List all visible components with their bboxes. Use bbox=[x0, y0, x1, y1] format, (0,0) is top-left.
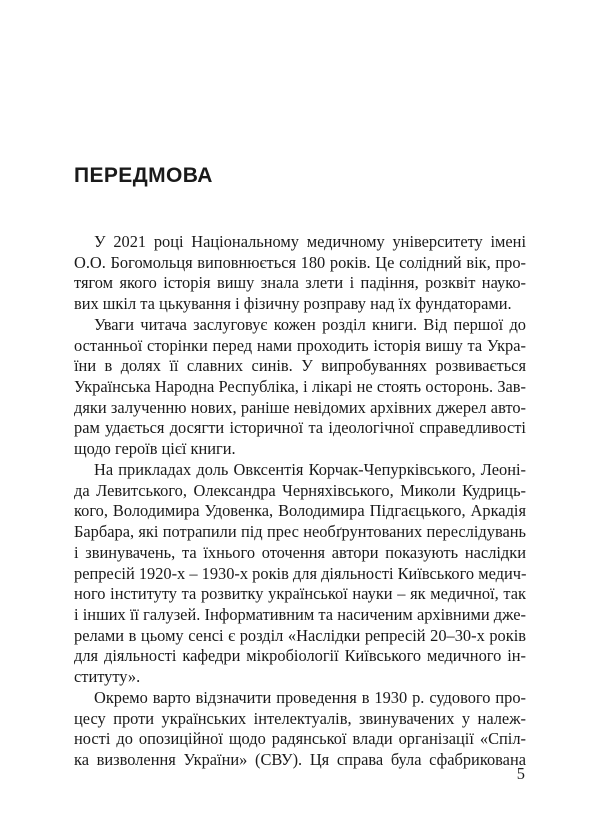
text-line: У 2021 році Національному медичному університету імені bbox=[94, 232, 526, 251]
page-heading: ПЕРЕДМОВА bbox=[74, 164, 213, 187]
paragraph bbox=[74, 688, 526, 771]
text-line: Українська Народна Республіка, і лікарі не стоять осторонь. Зав- bbox=[74, 377, 526, 397]
text-line: їни в долях її славних синів. У випробуваннях розвивається bbox=[74, 356, 526, 376]
text-line: ного інституту та розвитку української науки – як медичної, так bbox=[74, 584, 526, 604]
paragraph bbox=[74, 460, 526, 688]
text-line: Окремо варто відзначити проведення в 1930 р. судового про- bbox=[94, 687, 526, 707]
text-line: кого, Володимира Удовенка, Володимира Підгаєцького, Аркадія bbox=[74, 501, 526, 521]
text-line: рам удається досягти історичної та ідеологічної справедливості bbox=[74, 418, 526, 438]
text-line: і звинувачень, та їхнього оточення автори показують наслідки bbox=[74, 542, 526, 562]
text-line: О.О. Богомольця виповнюється 180 років. Це солідний вік, про- bbox=[74, 252, 526, 272]
text-line: для діяльності кафедри мікробіології Київського медичного ін- bbox=[74, 646, 526, 666]
text-line: Уваги читача заслуговує кожен розділ книги. Від першої до bbox=[94, 314, 526, 334]
body-text bbox=[74, 232, 526, 771]
text-line: останньої сторінки перед нами проходить історія вишу та Укра- bbox=[74, 335, 526, 355]
text-line: тягом якого історія вишу знала злети і падіння, розквіт науко- bbox=[74, 273, 526, 293]
text-line: і інших її галузей. Інформативним та насиченим архівними дже- bbox=[74, 604, 526, 624]
text-line: релами в цьому сенсі є розділ «Наслідки репресій 20–30-х років bbox=[74, 625, 526, 645]
page-number: 5 bbox=[516, 764, 525, 783]
paragraph bbox=[74, 315, 526, 460]
text-line: репресій 1920-х – 1930-х років для діяльності Київського медич- bbox=[74, 563, 526, 583]
text-line: дяки залученню нових, раніше невідомих архівних джерел авто- bbox=[74, 397, 526, 417]
text-line: ності до опозиційної щодо радянської влади організації «Спіл- bbox=[74, 729, 526, 749]
text-line: ституту». bbox=[74, 667, 141, 687]
text-line: Барбара, які потрапили під прес необґрунтованих переслідувань bbox=[74, 522, 526, 542]
text-line: щодо героїв цієї книги. bbox=[74, 439, 236, 459]
text-line: вих шкіл та цькування і фізичну розправу над їх фундаторами. bbox=[74, 294, 512, 314]
text-line: да Левитського, Олександра Черняхівського, Миколи Кудриць- bbox=[74, 480, 526, 500]
text-line: цесу проти українських інтелектуалів, звинувачених у належ- bbox=[74, 708, 526, 728]
text-line: На прикладах доль Овксентія Корчак-Чепурківського, Леоні- bbox=[94, 459, 526, 479]
text-line: ка визволення України» (СВУ). Ця справа була сфабрикована bbox=[74, 749, 526, 769]
paragraph bbox=[74, 232, 526, 315]
